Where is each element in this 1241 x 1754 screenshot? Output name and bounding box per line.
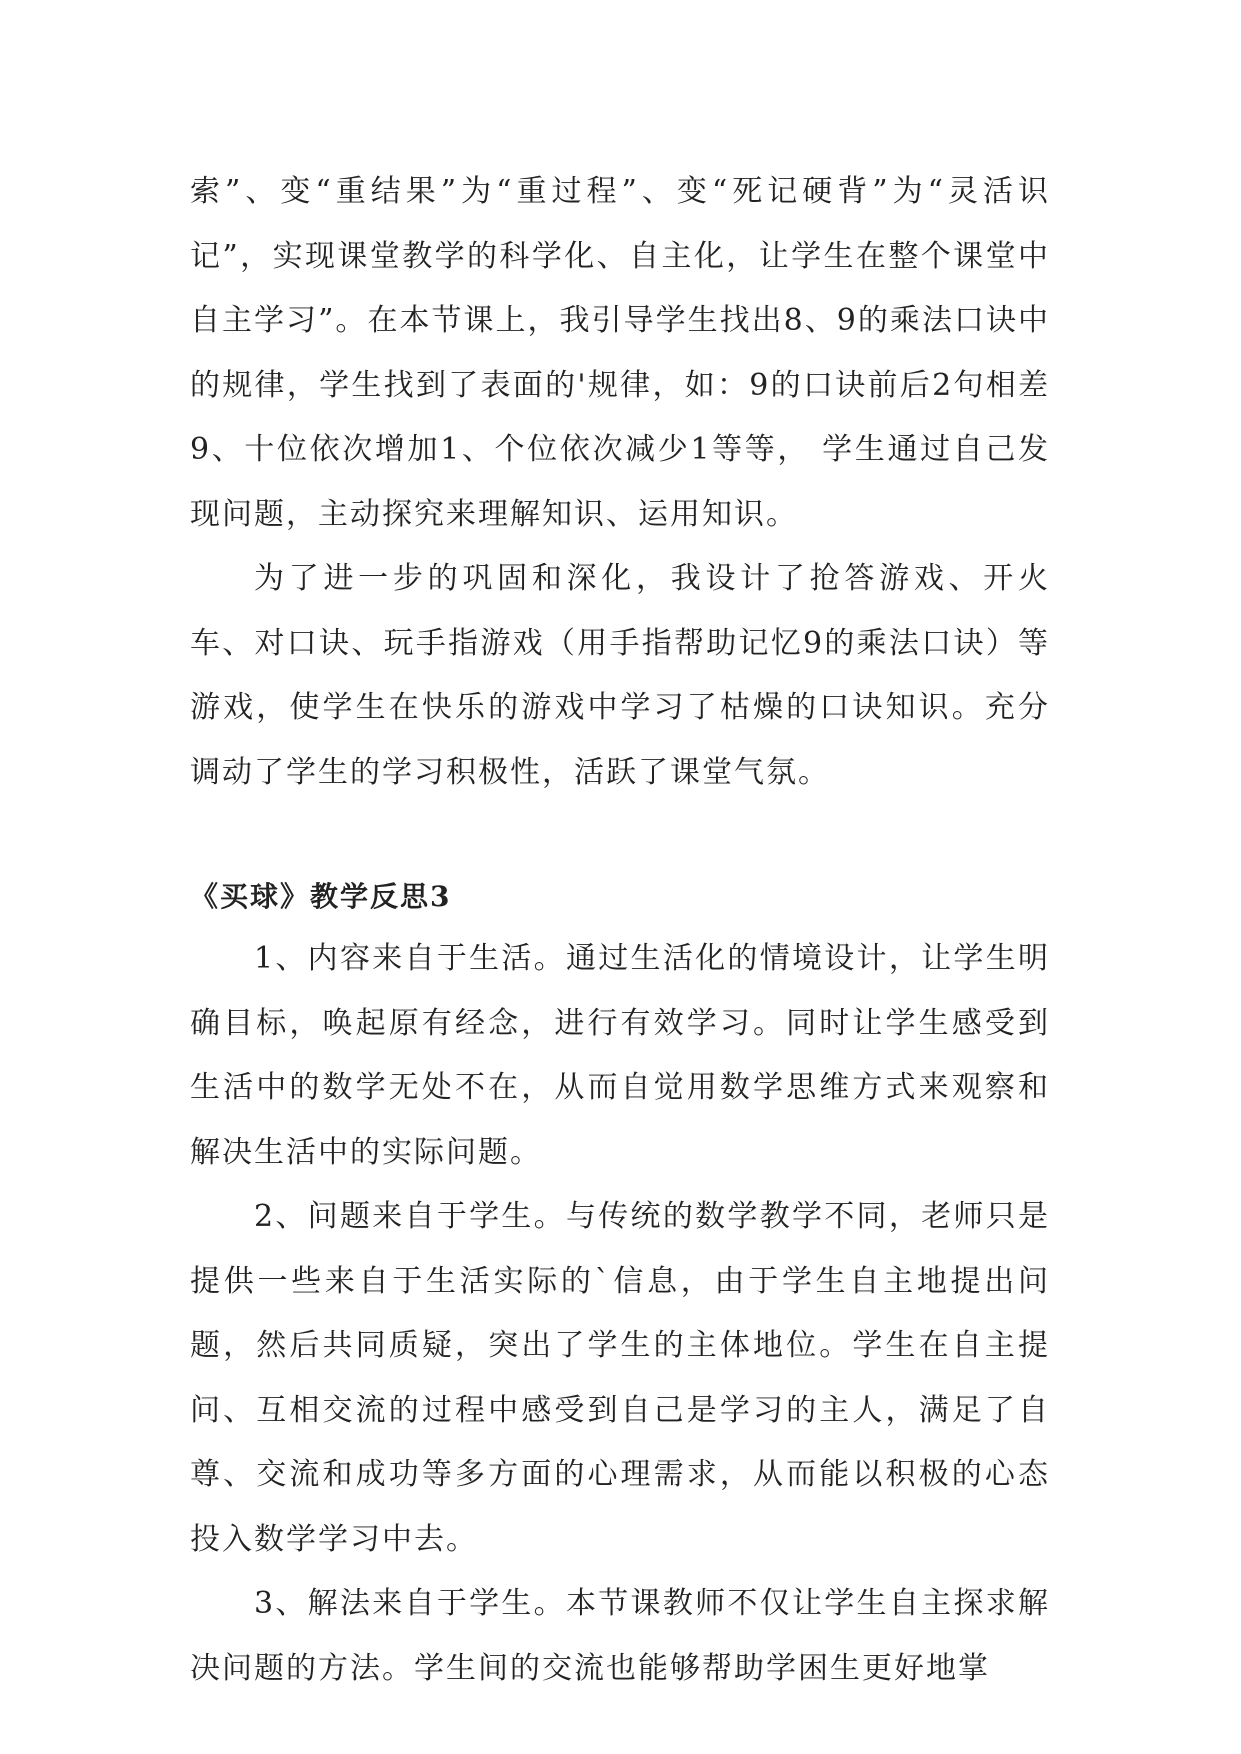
paragraph-point-1: 1、内容来自于生活。通过生活化的情境设计，让学生明确目标，唤起原有经念，进行有效学习。同时让学生感受到生活中的数学无处不在，从而自觉用数学思维方式来观察和解决生活中的实际问题。: [190, 941, 1050, 1170]
paragraph-point-3: 3、解法来自于学生。本节课教师不仅让学生自主探求解决问题的方法。学生间的交流也能够帮助学困生更好地掌: [190, 1586, 1050, 1686]
document-body: [190, 160, 1050, 1701]
paragraph-point-2: 2、问题来自于学生。与传统的数学教学不同，老师只是提供一些来自于生活实际的`信息，由于学生自主地提出问题，然后共同质疑，突出了学生的主体地位。学生在自主提问、互相交流的过程中感受到自己是学习的主人，满足了自尊、交流和成功等多方面的心理需求，从而能以积极的心态投入数学学习中去。: [190, 1199, 1050, 1557]
paragraph-games: 为了进一步的巩固和深化，我设计了抢答游戏、开火车、对口诀、玩手指游戏（用手指帮助记忆9的乘法口诀）等游戏，使学生在快乐的游戏中学习了枯燥的口诀知识。充分调动了学生的学习积极性，活跃了课堂气氛。: [190, 561, 1050, 790]
paragraph-continuation: 索”、变“重结果”为“重过程”、变“死记硬背”为“灵活识记”，实现课堂教学的科学化、自主化，让学生在整个课堂中自主学习”。在本节课上，我引导学生找出8、9的乘法口诀中的规律，学生找到了表面的'规律，如：9的口诀前后2句相差9、十位依次增加1、个位依次减少1等等， 学生通过自己发现问题，主动探究来理解知识、运用知识。: [190, 174, 1050, 532]
section-title: 《买球》教学反思3: [190, 880, 452, 913]
